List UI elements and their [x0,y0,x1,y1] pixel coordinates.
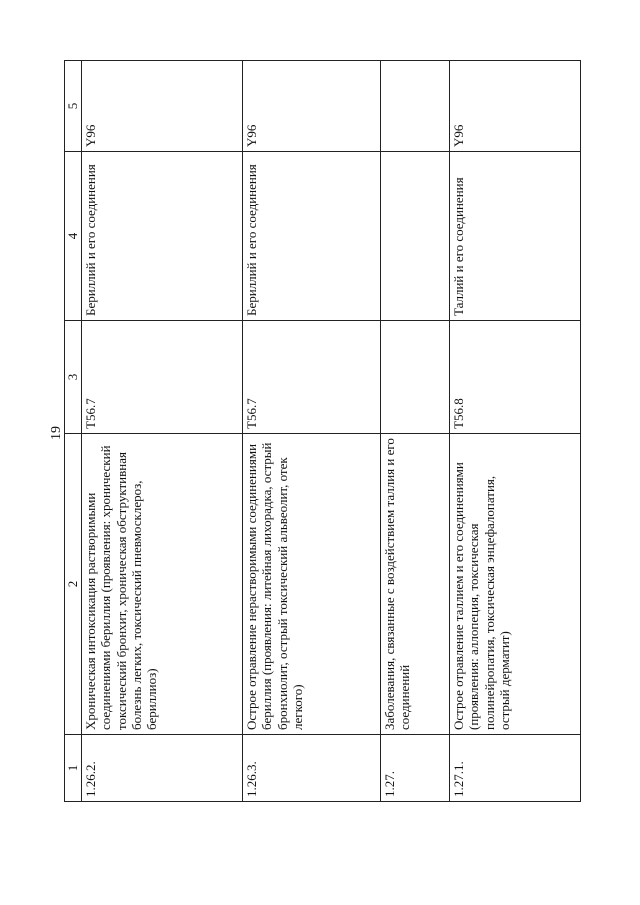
disease-cell: Острое отравление таллием и его соединениями (проявления: аллопеция, токсическая полинейропатия, токсическая энцефалопатия, острый дерматит) [450,434,581,735]
y-code-cell [381,61,450,152]
header-row [65,61,82,802]
code-cell: 1.27.1. [450,735,581,802]
page-number: 19 [49,426,64,440]
disease-table [64,60,581,802]
factor-cell: Таллий и его соединения [450,152,581,321]
y-code-cell: Y96 [82,61,243,152]
header-cell: 5 [65,61,82,152]
table-row [82,61,243,802]
icd-cell: T56.8 [450,321,581,434]
icd-cell: T56.7 [243,321,381,434]
disease-cell: Заболевания, связанные с воздействием таллия и его соединений [381,434,450,735]
disease-cell: Острое отравление нерастворимыми соединениями бериллия (проявления: литейная лихорадка, острый бронхиолит, острый токсический альвеолит, отек легкого) [243,434,381,735]
header-cell: 2 [65,434,82,735]
code-cell: 1.26.2. [82,735,243,802]
code-cell: 1.27. [381,735,450,802]
table-container [64,66,574,802]
table-row [381,61,450,802]
icd-cell: T56.7 [82,321,243,434]
table-row [243,61,381,802]
header-cell: 1 [65,735,82,802]
header-cell: 3 [65,321,82,434]
factor-cell [381,152,450,321]
icd-cell [381,321,450,434]
disease-cell: Хроническая интоксикация растворимыми соединениями бериллия (проявления: хронический токсический бронхит, хроническая обструктивная болезнь легких, токсический пневмосклероз, бериллиоз) [82,434,243,735]
rotated-table [64,66,574,802]
factor-cell: Бериллий и его соединения [82,152,243,321]
factor-cell: Бериллий и его соединения [243,152,381,321]
y-code-cell: Y96 [243,61,381,152]
code-cell: 1.26.3. [243,735,381,802]
header-cell: 4 [65,152,82,321]
table-row [450,61,581,802]
y-code-cell: Y96 [450,61,581,152]
